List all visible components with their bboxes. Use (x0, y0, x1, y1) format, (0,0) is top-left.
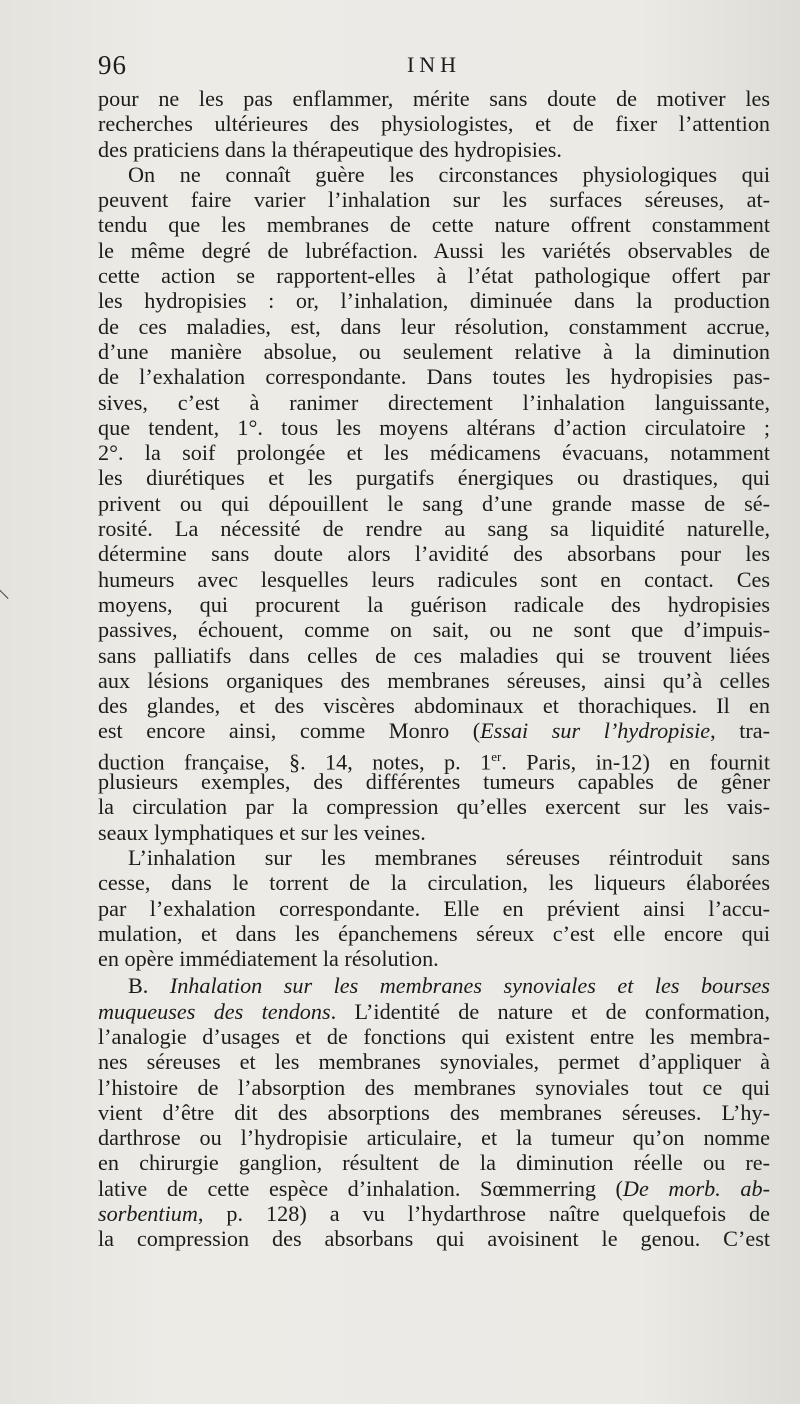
text-run: passives, échouent, comme on sait, ou ne sont que d’impuis- (98, 617, 770, 643)
text-line (98, 86, 770, 111)
text-line (98, 567, 770, 592)
text-line (98, 314, 770, 339)
text-line (98, 896, 770, 921)
text-run: cette action se rapportent-elles à l’état pathologique offert par (98, 263, 770, 289)
page-number: 96 (98, 50, 127, 80)
text-line (98, 1049, 770, 1074)
text-line (98, 668, 770, 693)
text-run: par l’exhalation correspondante. Elle en prévient ainsi l’accu- (98, 895, 770, 921)
text-line (98, 592, 770, 617)
text-line (98, 162, 770, 187)
text-line (98, 364, 770, 389)
text-run: en opère immédiatement la résolution. (98, 946, 439, 972)
text-run: la compression des absorbans qui avoisinent le genou. C’est (98, 1226, 770, 1252)
text-run: l’analogie d’usages et de fonctions qui existent entre les membra- (98, 1023, 770, 1049)
text-line (98, 390, 770, 415)
text-run: plusieurs exemples, des différentes tumeurs capables de gêner (98, 769, 770, 795)
text-run: des glandes, et des viscères abdominaux et thorachiques. Il en (98, 693, 770, 719)
text-line (98, 212, 770, 237)
text-line (98, 541, 770, 566)
text-line (98, 946, 770, 971)
page-header (98, 50, 770, 84)
text-line (98, 1100, 770, 1125)
text-run: aux lésions organiques des membranes séreuses, ainsi qu’à celles (98, 667, 770, 693)
text-line (98, 238, 770, 263)
text-line (98, 111, 770, 136)
text-line (98, 339, 770, 364)
text-line (98, 973, 770, 998)
text-line (98, 288, 770, 313)
text-run: humeurs avec lesquelles leurs radicules sont en contact. Ces (98, 566, 770, 592)
text-run: nes séreuses et les membranes synoviales, permet d’appliquer à (98, 1049, 770, 1075)
text-line (98, 718, 770, 743)
body-text (98, 86, 770, 1252)
text-run: cesse, dans le torrent de la circulation, les liqueurs élaborées (98, 870, 770, 896)
text-run: l’histoire de l’absorption des membranes synoviales tout ce qui (98, 1074, 770, 1100)
text-run: pour ne les pas enflammer, mérite sans doute de motiver les (98, 86, 770, 111)
text-run: , p. 128) a vu l’hydarthrose naître quelquefois de (197, 1201, 770, 1227)
italic-run: Essai sur l’hydropisie (480, 718, 711, 744)
text-line (98, 415, 770, 440)
italic-run: muqueuses des tendons (98, 998, 331, 1024)
text-run: que tendent, 1°. tous les moyens altérans d’action circulatoire ; (98, 414, 770, 440)
text-run: . Paris, in-12) en fournit (501, 749, 770, 775)
superscript-run: er (491, 748, 502, 764)
text-line (98, 845, 770, 870)
text-run: sives, c’est à ranimer directement l’inhalation languissante, (98, 389, 770, 415)
text-run: privent ou qui dépouillent le sang d’une grande masse de sé- (98, 490, 770, 516)
text-run: détermine sans doute alors l’avidité des absorbans pour les (98, 541, 770, 567)
text-run: d’une manière absolue, ou seulement relative à la diminution (98, 338, 770, 364)
text-line (98, 999, 770, 1024)
text-run: les hydropisies : or, l’inhalation, diminuée dans la production (98, 288, 770, 314)
text-run: seaux lymphatiques et sur les veines. (98, 819, 426, 845)
text-run: rosité. La nécessité de rendre au sang sa liquidité naturelle, (98, 516, 770, 542)
text-line (98, 794, 770, 819)
italic-run: sorbentium (98, 1201, 198, 1227)
text-line (98, 769, 770, 794)
text-run: de ces maladies, est, dans leur résolution, constamment accrue, (98, 313, 770, 339)
text-line (98, 820, 770, 845)
text-line (98, 187, 770, 212)
text-run: moyens, qui procurent la guérison radicale des hydropisies (98, 591, 770, 617)
italic-run: Inhalation sur les membranes synoviales et les bourses (169, 973, 770, 999)
margin-mark (0, 577, 18, 599)
text-line (98, 617, 770, 642)
text-line (98, 1150, 770, 1175)
text-line (98, 921, 770, 946)
text-line (98, 744, 770, 775)
text-run: , tra- (710, 718, 770, 744)
text-line (98, 1075, 770, 1100)
text-line (98, 1024, 770, 1049)
text-run: est encore ainsi, comme Monro ( (98, 718, 481, 744)
text-line (98, 1125, 770, 1150)
text-line (98, 1176, 770, 1201)
text-line (98, 516, 770, 541)
italic-run: De morb. ab- (622, 1175, 770, 1201)
text-run: darthrose ou l’hydropisie articulaire, et la tumeur qu’on nomme (98, 1125, 770, 1151)
running-head: INH (406, 52, 462, 77)
text-run: peuvent faire varier l’inhalation sur les surfaces séreuses, at- (98, 187, 770, 213)
text-line (98, 1226, 770, 1251)
text-line (98, 870, 770, 895)
text-run: vient d’être dit des absorptions des membranes séreuses. L’hy- (98, 1099, 770, 1125)
text-run: sans palliatifs dans celles de ces maladies qui se trouvent liées (98, 642, 770, 668)
text-line (98, 440, 770, 465)
text-line (98, 137, 770, 162)
text-run: le même degré de lubréfaction. Aussi les variétés observables de (98, 237, 770, 263)
text-run: des praticiens dans la thérapeutique des hydropisies. (98, 136, 562, 162)
text-run: lative de cette espèce d’inhalation. Sœmmerring ( (98, 1175, 623, 1201)
text-run: en chirurgie ganglion, résultent de la diminution réelle ou re- (98, 1150, 770, 1176)
text-run: de l’exhalation correspondante. Dans toutes les hydropisies pas- (98, 364, 770, 390)
text-run: 2°. la soif prolongée et les médicamens évacuans, notamment (98, 440, 770, 466)
text-run: duction française, §. 14, notes, p. 1 (98, 749, 492, 775)
text-run: L’inhalation sur les membranes séreuses réintroduit sans (128, 844, 770, 870)
text-line (98, 465, 770, 490)
text-run: B. (128, 973, 170, 999)
text-run: . L’identité de nature et de conformation, (330, 998, 770, 1024)
text-run: tendu que les membranes de cette nature offrent constamment (98, 212, 770, 238)
text-line (98, 263, 770, 288)
text-line (98, 643, 770, 668)
text-run: la circulation par la compression qu’elles exercent sur les vais- (98, 794, 770, 820)
text-run: On ne connaît guère les circonstances physiologiques qui (128, 161, 770, 187)
text-run: les diurétiques et les purgatifs énergiques ou drastiques, qui (98, 465, 770, 491)
text-line (98, 1201, 770, 1226)
text-line (98, 693, 770, 718)
text-line (98, 491, 770, 516)
text-run: recherches ultérieures des physiologistes, et de fixer l’attention (98, 111, 770, 137)
text-run: mulation, et dans les épanchemens séreux c’est elle encore qui (98, 920, 770, 946)
